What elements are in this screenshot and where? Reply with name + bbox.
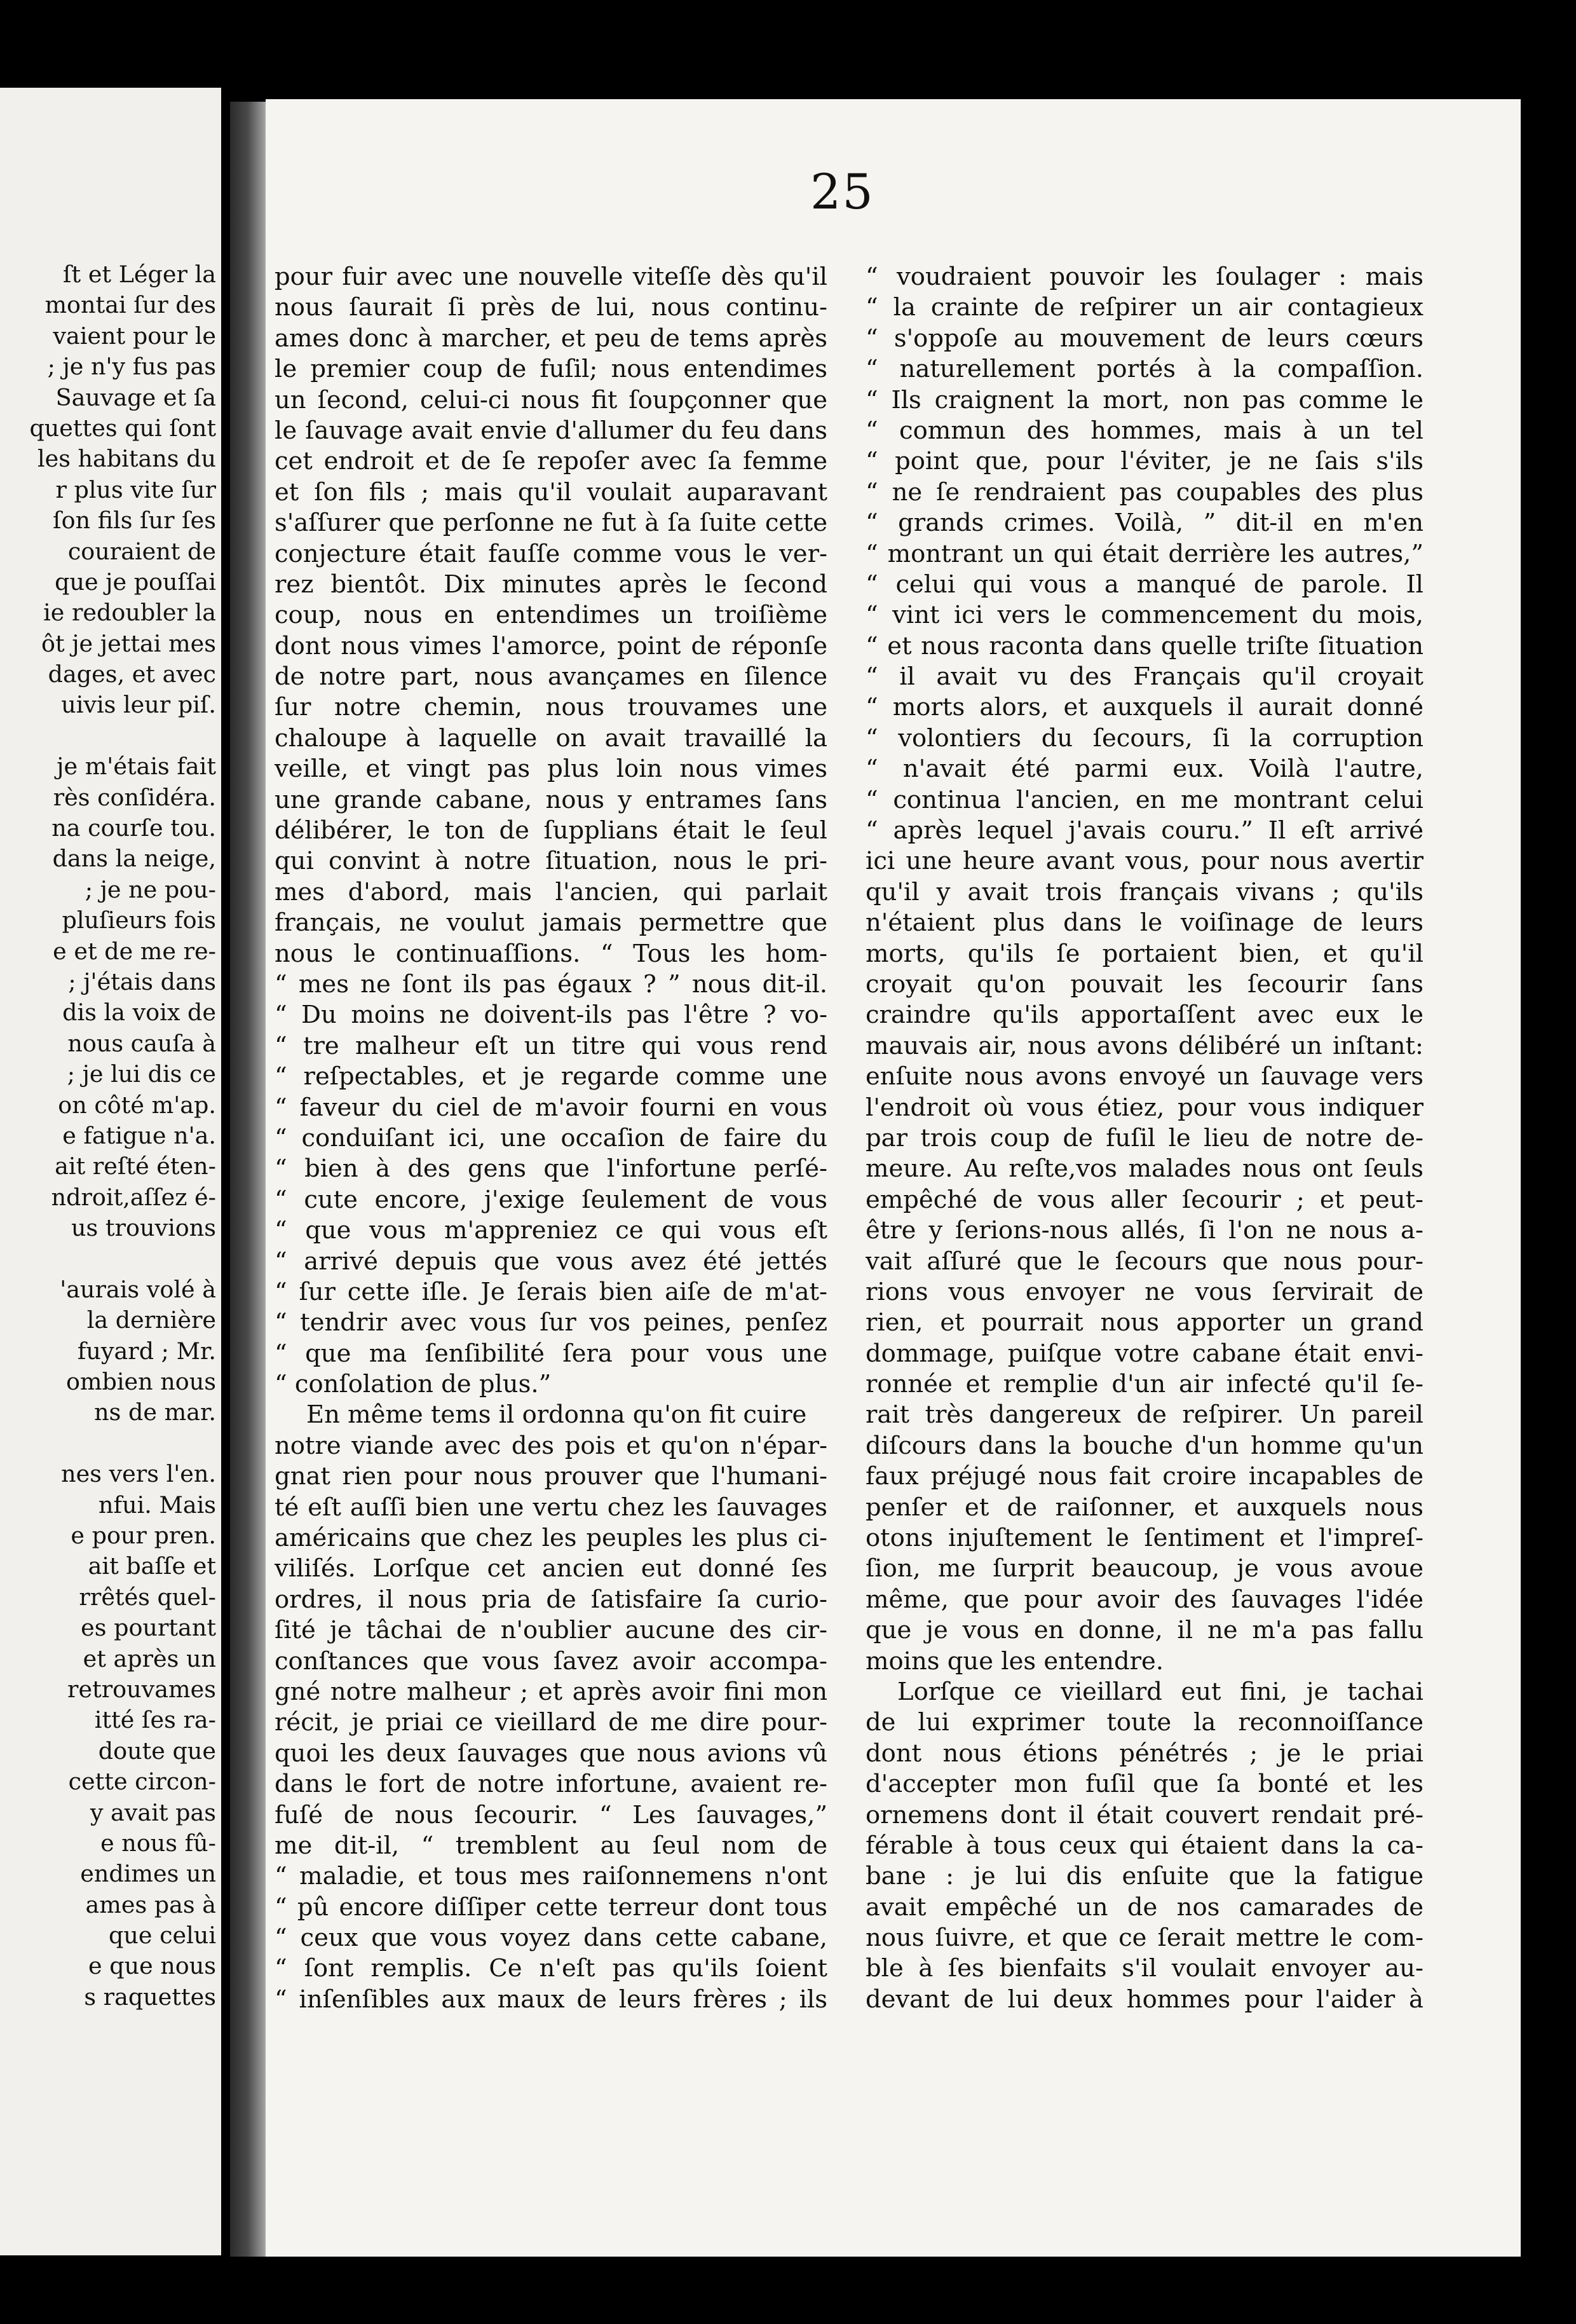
text-line: té eſt auſſi bien une vertu chez les ſauvages: [275, 1493, 827, 1522]
text-line: de notre part, nous avançames en ſilence: [275, 662, 827, 692]
text-line: d'accepter mon fuſil que ſa bonté et les: [866, 1770, 1423, 1799]
text-line: e et de me re-: [53, 937, 216, 965]
text-line: dans le fort de notre infortune, avaient re-: [275, 1770, 827, 1799]
text-line: “ Ils craignent la mort, non pas comme le: [866, 385, 1423, 414]
text-line: otons injuſtement le ſentiment et l'impreſ-: [866, 1524, 1423, 1553]
text-line: [0, 1428, 216, 1459]
text-line: craindre qu'ils apportaſſent avec eux le: [866, 1001, 1423, 1030]
text-line: ronnée et remplie d'un air infecté qu'il ſe-: [866, 1370, 1423, 1399]
text-line: et après un: [83, 1644, 216, 1672]
text-line: e nous fû-: [100, 1829, 216, 1857]
text-line: le ſauvage avait envie d'allumer du feu dans: [275, 416, 827, 445]
text-line: y avait pas: [90, 1798, 216, 1826]
text-line: les habitans du: [37, 445, 216, 473]
text-line: couraient de: [67, 537, 216, 565]
text-line: ombien nous: [65, 1368, 216, 1396]
text-line: qui convint à notre ſituation, nous le pri-: [275, 847, 827, 876]
text-line: on côté m'ap.: [58, 1091, 216, 1119]
text-line: “ tre malheur eſt un titre qui vous rend: [275, 1031, 827, 1060]
text-line: quoi les deux ſauvages que nous avions vû: [275, 1739, 827, 1768]
text-line: que je pouſſai: [55, 568, 216, 596]
text-line: “ n'avait été parmi eux. Voilà l'autre,: [866, 755, 1423, 784]
text-line: quettes qui ſont: [29, 414, 216, 442]
text-line: ames donc à marcher, et peu de tems après: [275, 324, 827, 353]
text-line: ; je ne pou-: [85, 875, 216, 903]
text-line: “ commun des hommes, mais à un tel: [866, 416, 1423, 445]
text-line: ndroit,aſſez é-: [51, 1183, 216, 1211]
text-line: “ Du moins ne doivent-ils pas l'être ? vo-: [275, 1001, 827, 1030]
text-line: e fatigue n'a.: [62, 1121, 216, 1149]
text-line: vaient pour le: [53, 322, 216, 350]
text-line: fuyard ; Mr.: [77, 1337, 216, 1365]
text-line: par trois coup de fuſil le lieu de notre de-: [866, 1123, 1423, 1152]
text-line: ordres, il nous pria de ſatisfaire ſa curio-: [275, 1585, 827, 1614]
text-line: us trouvions: [71, 1214, 216, 1242]
text-line: itté ſes ra-: [94, 1706, 216, 1734]
text-line: uivis leur piſ.: [61, 691, 216, 719]
text-line: “ maladie, et tous mes raiſonnemens n'ont: [275, 1862, 827, 1891]
text-line: ble à ſes bienfaits s'il voulait envoyer au-: [866, 1954, 1423, 1983]
text-line: gnat rien pour nous prouver que l'humani-: [275, 1462, 827, 1491]
text-line: retrouvames: [67, 1675, 216, 1703]
text-line: “ après lequel j'avais couru.” Il eſt arrivé: [866, 816, 1423, 845]
text-line: dans la neige,: [52, 845, 216, 873]
text-line: e pour pren.: [71, 1522, 216, 1550]
text-line: “ grands crimes. Voilà, ” dit-il en m'en: [866, 509, 1423, 538]
left-page-fragment: [0, 88, 221, 2255]
text-line: “ naturellement portés à la compaſſion.: [866, 355, 1423, 384]
text-line: ſion, me ſurprit beaucoup, je vous avoue: [866, 1554, 1423, 1583]
text-line: que je vous en donne, il ne m'a pas fallu: [866, 1616, 1423, 1645]
text-line: “ que ma ſenſibilité ſera pour vous une: [275, 1339, 827, 1368]
text-line: ie redoubler la: [43, 599, 216, 627]
text-line: et ſon fils ; mais qu'il voulait auparavant: [275, 477, 827, 507]
text-line: de lui exprimer toute la reconnoiſſance: [866, 1708, 1423, 1737]
text-line: délibérer, le ton de ſupplians était le ſeul: [275, 816, 827, 845]
text-line: [0, 1244, 216, 1275]
text-line: ames pas à: [85, 1890, 216, 1918]
text-line: cette circon-: [68, 1768, 216, 1796]
text-line: s raquettes: [84, 1983, 216, 2011]
text-line: avait empêché un de nos camarades de: [866, 1892, 1423, 1922]
text-line: dont nous étions pénétrés ; je le priai: [866, 1739, 1423, 1768]
text-line: “ montrant un qui était derrière les autres,”: [866, 539, 1423, 568]
text-line: “ s'oppoſe au mouvement de leurs cœurs: [866, 324, 1423, 353]
text-line: “ mes ne ſont ils pas égaux ? ” nous dit-il.: [275, 969, 827, 999]
text-line: dages, et avec: [48, 660, 216, 688]
text-line: “ cute encore, j'exige ſeulement de vous: [275, 1185, 827, 1214]
text-line: rait très dangereux de reſpirer. Un pareil: [866, 1400, 1423, 1430]
text-line: nfui. Mais: [98, 1491, 216, 1519]
text-line: ait reſté éten-: [55, 1152, 216, 1180]
text-line: “ conduiſant ici, une occaſion de faire du: [275, 1123, 827, 1152]
text-line: pour fuir avec une nouvelle viteſſe dès qu'il: [275, 263, 827, 291]
text-line: ; je n'y fus pas: [47, 353, 216, 381]
text-line: le premier coup de fuſil; nous entendimes: [275, 355, 827, 384]
text-line: ornemens dont il était couvert rendait pré-: [866, 1800, 1423, 1829]
text-line: mes d'abord, mais l'ancien, qui parlait: [275, 877, 827, 906]
text-line: “ et nous raconta dans quelle triſte ſituation: [866, 631, 1423, 660]
text-line: “ arrivé depuis que vous avez été jettés: [275, 1247, 827, 1276]
text-line: ſt et Léger la: [63, 261, 216, 288]
text-line: bane : je lui dis enſuite que la fatigue: [866, 1862, 1423, 1891]
text-line: une grande cabane, nous y entrames ſans: [275, 785, 827, 814]
text-line: rrêtés quel-: [79, 1583, 216, 1611]
text-line: “ celui qui vous a manqué de parole. Il: [866, 570, 1423, 599]
text-line: “ reſpectables, et je regarde comme une: [275, 1062, 827, 1091]
text-line: dont nous vimes l'amorce, point de réponſe: [275, 631, 827, 660]
text-line: fuſé de nous ſecourir. “ Les ſauvages,”: [275, 1800, 827, 1829]
text-line: rions vous envoyer ne vous ſervirait de: [866, 1277, 1423, 1306]
text-line: n'étaient plus dans le voiſinage de leurs: [866, 908, 1423, 938]
text-line: gné notre malheur ; et après avoir fini mon: [275, 1677, 827, 1706]
text-line: nous ſuivre, et que ce ſerait mettre le com-: [866, 1924, 1423, 1953]
text-line: “ voudraient pouvoir les ſoulager : mais: [866, 263, 1423, 291]
text-line: “ ceux que vous voyez dans cette cabane,: [275, 1924, 827, 1953]
text-line: “ continua l'ancien, en me montrant celui: [866, 785, 1423, 814]
text-line: récit, je priai ce vieillard de me dire pour-: [275, 1708, 827, 1737]
text-line: un ſecond, celui-ci nous fit ſoupçonner que: [275, 385, 827, 414]
text-line: devant de lui deux hommes pour l'aider à: [866, 1985, 1423, 2014]
text-line: ſon fils ſur ſes: [53, 507, 216, 535]
text-line: ſur notre chemin, nous trouvames une: [275, 693, 827, 722]
text-line: notre viande avec des pois et qu'on n'épar-: [275, 1431, 827, 1460]
text-line: cet endroit et de ſe repoſer avec ſa femme: [275, 447, 827, 476]
text-line: croyait qu'on pouvait les ſecourir ſans: [866, 969, 1423, 999]
left-page-text: [0, 259, 216, 2013]
text-line: “ pû encore diſſiper cette terreur dont tous: [275, 1892, 827, 1922]
text-line: rien, et pourrait nous apporter un grand: [866, 1308, 1423, 1337]
text-line: viliſés. Lorſque cet ancien eut donné ſes: [275, 1554, 827, 1583]
text-line: l'endroit où vous étiez, pour vous indiquer: [866, 1093, 1423, 1122]
text-line: rès conſidéra.: [53, 783, 216, 811]
text-line: conſtances que vous ſavez avoir accompa-: [275, 1646, 827, 1676]
text-line: nes vers l'en.: [61, 1460, 216, 1488]
text-line: ; j'étais dans: [68, 967, 216, 995]
text-column-right: [866, 262, 1423, 2015]
text-line: [0, 721, 216, 751]
text-line: moins que les entendre.: [866, 1646, 1164, 1676]
text-line: être y ſerions-nous allés, ſi l'on ne nous a-: [866, 1216, 1423, 1245]
text-line: rez bientôt. Dix minutes après le ſecond: [275, 570, 827, 599]
text-line: français, ne voulut jamais permettre que: [275, 908, 827, 938]
text-line: “ ne ſe rendraient pas coupables des plus: [866, 477, 1423, 507]
text-line: meure. Au reſte,vos malades nous ont ſeuls: [866, 1154, 1423, 1184]
text-line: américains que chez les peuples les plus ci-: [275, 1524, 827, 1553]
text-line: dis la voix de: [62, 999, 216, 1027]
text-line: veille, et vingt pas plus loin nous vimes: [275, 755, 827, 784]
text-line: enſuite nous avons envoyé un ſauvage vers: [866, 1062, 1423, 1091]
text-column-left: [275, 262, 827, 2015]
text-line: qu'il y avait trois français vivans ; qu'ils: [866, 877, 1423, 906]
text-line: conjecture était fauſſe comme vous le ver-: [275, 539, 827, 568]
text-line: “ volontiers du ſecours, ſi la corruption: [866, 723, 1423, 753]
text-line: “ faveur du ciel de m'avoir fourni en vous: [275, 1093, 827, 1122]
text-line: diſcours dans la bouche d'un homme qu'un: [866, 1431, 1423, 1460]
text-line: nous ſaurait ſi près de lui, nous continu-: [275, 293, 827, 322]
text-line: ns de mar.: [94, 1398, 216, 1426]
text-line: ſité je tâchai de n'oublier aucune des cir-: [275, 1616, 827, 1645]
text-line: la dernière: [86, 1306, 216, 1334]
text-line: Sauvage et ſa: [55, 383, 216, 411]
text-line: En même tems il ordonna qu'on fit cuire: [306, 1400, 807, 1430]
text-line: “ point que, pour l'éviter, je ne ſais s'ils: [866, 447, 1423, 476]
text-line: dommage, puiſque votre cabane était envi-: [866, 1339, 1423, 1368]
text-line: “ que vous m'appreniez ce qui vous eſt: [275, 1216, 827, 1245]
text-line: Lorſque ce vieillard eut fini, je tachai: [897, 1677, 1423, 1706]
text-line: coup, nous en entendimes un troiſième: [275, 601, 827, 630]
text-line: “ tendrir avec vous ſur vos peines, penſez: [275, 1308, 827, 1337]
text-line: me dit-il, “ tremblent au ſeul nom de: [275, 1831, 827, 1860]
text-line: ici une heure avant vous, pour nous avertir: [866, 847, 1423, 876]
text-line: “ bien à des gens que l'infortune perſé-: [275, 1154, 827, 1184]
text-line: férable à tous ceux qui étaient dans la ca-: [866, 1831, 1423, 1860]
text-line: morts, qu'ils ſe portaient bien, et qu'il: [866, 939, 1423, 968]
text-line: es pourtant: [81, 1614, 216, 1642]
text-line: “ ſont remplis. Ce n'eſt pas qu'ils ſoient: [275, 1954, 827, 1983]
text-line: penſer et de raiſonner, et auxquels nous: [866, 1493, 1423, 1522]
text-line: nous le continuaſſions. “ Tous les hom-: [275, 939, 827, 968]
text-line: r plus vite ſur: [55, 475, 216, 503]
text-line: doute que: [98, 1737, 216, 1765]
text-line: ôt je jettai mes: [41, 629, 216, 657]
text-line: “ il avait vu des Français qu'il croyait: [866, 662, 1423, 692]
text-line: endimes un: [80, 1860, 216, 1888]
text-line: “ ſur cette iſle. Je ſerais bien aiſe de m'at-: [275, 1277, 827, 1306]
text-line: “ conſolation de plus.”: [275, 1370, 552, 1399]
page-number: 25: [810, 163, 874, 220]
text-line: “ la crainte de reſpirer un air contagieux: [866, 293, 1423, 322]
text-line: e que nous: [88, 1952, 216, 1980]
text-line: ; je lui dis ce: [67, 1060, 216, 1088]
text-line: montai ſur des: [44, 291, 216, 319]
text-line: na courſe tou.: [51, 814, 216, 842]
text-line: “ inſenſibles aux maux de leurs frères ; ils: [275, 1985, 827, 2014]
text-line: “ vint ici vers le commencement du mois,: [866, 601, 1423, 630]
text-line: pluſieurs fois: [62, 906, 216, 934]
text-line: s'aſſurer que perſonne ne fut à ſa ſuite cette: [275, 509, 827, 538]
text-line: 'aurais volé à: [60, 1275, 216, 1303]
text-line: chaloupe à laquelle on avait travaillé la: [275, 723, 827, 753]
text-line: je m'étais fait: [57, 753, 216, 781]
text-line: empêché de vous aller ſecourir ; et peut-: [866, 1185, 1423, 1214]
text-line: “ morts alors, et auxquels il aurait donné: [866, 693, 1423, 722]
text-line: même, que pour avoir des ſauvages l'idée: [866, 1585, 1423, 1614]
text-line: vait aſſuré que le ſecours que nous pour-: [866, 1247, 1423, 1276]
text-line: que celui: [109, 1922, 216, 1950]
text-line: mauvais air, nous avons délibéré un inſtant:: [866, 1031, 1423, 1060]
text-line: nous cauſa à: [67, 1029, 216, 1057]
text-line: ait baſſe et: [88, 1552, 216, 1580]
text-line: faux préjugé nous fait croire incapables de: [866, 1462, 1423, 1491]
